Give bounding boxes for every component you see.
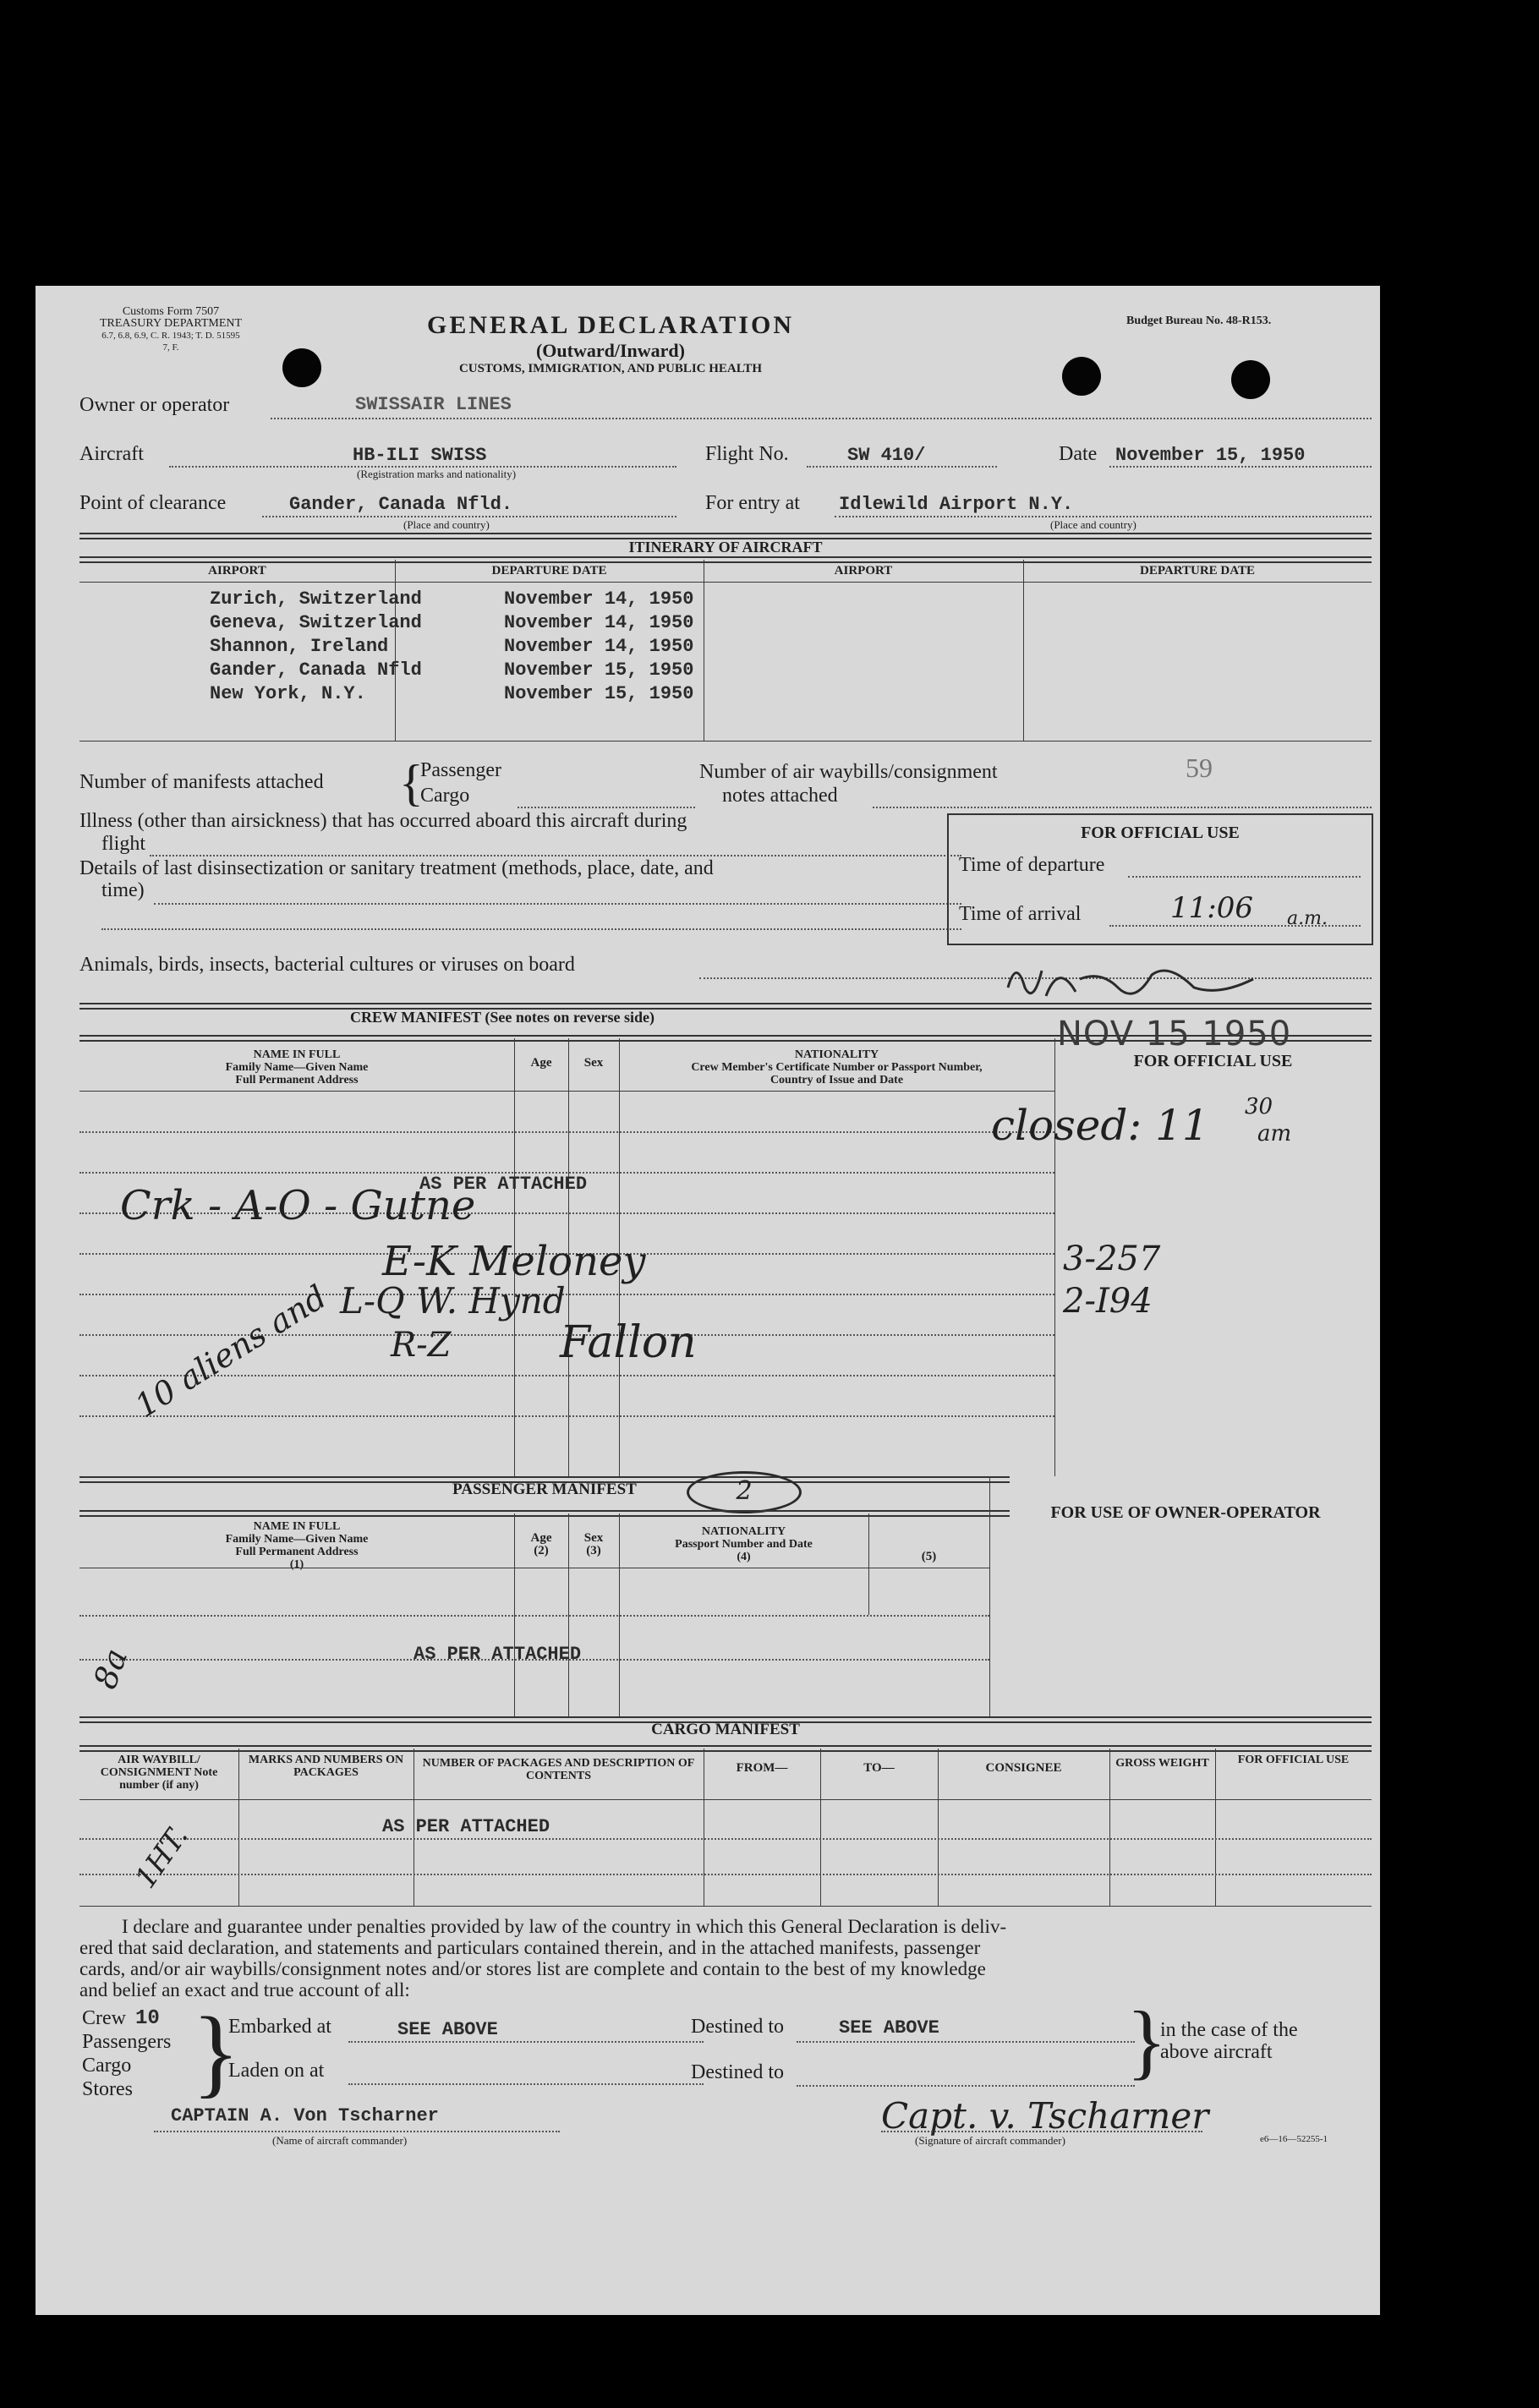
- crew-hand-3: L-Q W. Hynd: [340, 1280, 566, 1322]
- animals-label: Animals, birds, insects, bacterial cultures or viruses on board: [79, 954, 575, 976]
- crew-hand-5: Fallon: [560, 1317, 697, 1368]
- row-airport: Gander, Canada Nfld: [210, 659, 422, 681]
- owner-label: Owner or operator: [79, 394, 230, 416]
- col-departure: DEPARTURE DATE: [491, 564, 607, 577]
- destined-value: SEE ABOVE: [839, 2017, 939, 2039]
- flight-label: Flight No.: [705, 443, 789, 465]
- clearance-note: (Place and country): [403, 518, 490, 531]
- entry-note: (Place and country): [1050, 518, 1136, 531]
- crew-col-age: Age: [530, 1056, 552, 1070]
- col-name-4: (1): [289, 1558, 304, 1571]
- illness-label: Illness (other than airsickness) that has occurred aboard this aircraft during: [79, 810, 687, 832]
- crew-count-label: Crew: [82, 2007, 126, 2029]
- punch-hole: [1062, 357, 1101, 396]
- declaration-line-2: ered that said declaration, and statements and particulars contained therein, and in the attached manifests, passenger: [79, 1937, 981, 1958]
- col-nat-1: NATIONALITY: [794, 1048, 879, 1061]
- col-nat-1: NATIONALITY: [701, 1525, 786, 1538]
- pass-col-name: [79, 1520, 514, 1571]
- row-airport: New York, N.Y.: [210, 683, 366, 704]
- col-age-n: (2): [534, 1544, 549, 1557]
- row-date: November 15, 1950: [504, 659, 694, 681]
- itinerary-row: [79, 636, 1372, 659]
- disinsect-label-2: time): [101, 879, 145, 901]
- aircraft-label: Aircraft: [79, 443, 144, 465]
- cargo-col-marks: MARKS AND NUMBERS ON PACKAGES: [248, 1754, 404, 1779]
- department: TREASURY DEPARTMENT: [99, 317, 243, 330]
- form-number: Customs Form 7507: [122, 305, 220, 318]
- entry-label: For entry at: [705, 492, 800, 514]
- crew-num-2: 2-I94: [1063, 1282, 1153, 1321]
- passenger-count-circled: 2: [687, 1471, 802, 1513]
- entry-value: Idlewild Airport N.Y.: [839, 494, 1074, 515]
- official-title: FOR OFFICIAL USE: [1081, 824, 1240, 842]
- clearance-value: Gander, Canada Nfld.: [289, 494, 513, 515]
- pass-col-nationality: [619, 1525, 868, 1563]
- commander-note: (Name of aircraft commander): [272, 2134, 408, 2147]
- passenger-title: PASSENGER MANIFEST: [452, 1480, 637, 1498]
- crew-col-sex: Sex: [583, 1056, 604, 1070]
- brace-right: }: [1126, 1994, 1167, 2088]
- form-refs: 6.7, 6.8, 6.9, C. R. 1943; T. D. 51595: [101, 331, 240, 341]
- case-line-2: above aircraft: [1160, 2041, 1273, 2063]
- brace: {: [399, 755, 424, 811]
- destined-label: Destined to: [691, 2016, 784, 2038]
- itinerary-row: [79, 659, 1372, 683]
- date-stamp: NOV 15 1950: [1057, 1015, 1292, 1054]
- cargo-title: CARGO MANIFEST: [651, 1721, 800, 1738]
- itinerary-row: [79, 588, 1372, 612]
- declaration-line-4: and belief an exact and true account of all:: [79, 1979, 410, 2000]
- cargo-hand-bottom: 1HT.: [129, 1820, 195, 1895]
- page-subtitle: (Outward/Inward): [535, 340, 685, 361]
- col-departure-2: DEPARTURE DATE: [1139, 564, 1255, 577]
- date-value: November 15, 1950: [1115, 445, 1306, 466]
- col-airport-2: AIRPORT: [834, 564, 893, 577]
- stores-count-label: Stores: [82, 2078, 133, 2100]
- col-name-2: Family Name—Given Name: [225, 1533, 369, 1546]
- signature-note: (Signature of aircraft commander): [915, 2134, 1065, 2147]
- declaration-text: [79, 1916, 1372, 2000]
- row-date: November 14, 1950: [504, 588, 694, 610]
- case-line-1: in the case of the: [1160, 2019, 1298, 2041]
- cargo-col-consignee: CONSIGNEE: [985, 1761, 1062, 1775]
- arrival-time-value: 11:06: [1170, 891, 1253, 925]
- punch-hole: [282, 348, 321, 387]
- aircraft-value: HB-ILI SWISS: [353, 445, 487, 466]
- official-use-box: [947, 813, 1373, 945]
- row-airport: Zurich, Switzerland: [210, 588, 422, 610]
- col-sex-n: (3): [586, 1544, 601, 1557]
- crew-num-1: 3-257: [1063, 1240, 1161, 1278]
- cargo-col-from: FROM—: [736, 1761, 788, 1775]
- itinerary-row: [79, 683, 1372, 707]
- disinsect-label: Details of last disinsectization or sanitary treatment (methods, place, date, and: [79, 857, 714, 879]
- col-name-3: Full Permanent Address: [235, 1074, 359, 1086]
- crew-hand-4: R-Z: [391, 1326, 452, 1365]
- closed-am: am: [1257, 1121, 1292, 1147]
- cargo-col-weight: GROSS WEIGHT: [1115, 1757, 1209, 1770]
- date-label: Date: [1059, 443, 1098, 465]
- agencies: CUSTOMS, IMMIGRATION, AND PUBLIC HEALTH: [458, 362, 763, 375]
- col-name-3: Full Permanent Address: [235, 1546, 359, 1558]
- laden-label: Laden on at: [228, 2060, 325, 2082]
- col-nat-2: Crew Member's Certificate Number or Passport Number,: [691, 1061, 983, 1074]
- itinerary-rows: [79, 588, 1372, 707]
- itinerary-title: ITINERARY OF AIRCRAFT: [628, 539, 823, 555]
- illness-label-2: flight: [101, 833, 145, 855]
- page-title: GENERAL DECLARATION: [426, 311, 794, 339]
- flight-value: SW 410/: [847, 445, 926, 466]
- col-nat-n: (4): [737, 1551, 751, 1563]
- col-nat-2: Passport Number and Date: [675, 1538, 813, 1551]
- owner-value: SWISSAIR LINES: [355, 394, 512, 415]
- punch-hole: [1231, 360, 1270, 399]
- cargo-col-packages: NUMBER OF PACKAGES AND DESCRIPTION OF CONTENTS: [422, 1757, 695, 1782]
- waybills-label-2: notes attached: [722, 785, 838, 807]
- itinerary-row: [79, 612, 1372, 636]
- cargo-hand-top: 8a: [86, 1643, 135, 1694]
- form-code: e6—16—52255-1: [1260, 2134, 1328, 2144]
- passenger-label: Passenger: [420, 759, 501, 781]
- crew-col-nationality: [619, 1048, 1054, 1086]
- row-airport: Shannon, Ireland: [210, 636, 389, 657]
- passengers-count-label: Passengers: [82, 2031, 172, 2053]
- row-airport: Geneva, Switzerland: [210, 612, 422, 633]
- embarked-label: Embarked at: [228, 2016, 331, 2038]
- crew-hand-side: 10 aliens and: [129, 1278, 333, 1426]
- crew-count-value: 10: [135, 2007, 160, 2030]
- crew-hand-1: Crk - A-O - Gutne: [120, 1182, 476, 1229]
- cargo-col-to: TO—: [863, 1761, 895, 1775]
- waybills-label-1: Number of air waybills/consignment: [699, 761, 998, 783]
- passenger-per-attached: AS PER ATTACHED: [414, 1644, 582, 1665]
- row-date: November 14, 1950: [504, 636, 694, 657]
- cargo-col-waybill: AIR WAYBILL/ CONSIGNMENT Note number (if any): [100, 1754, 218, 1792]
- row-date: November 14, 1950: [504, 612, 694, 633]
- crew-col-name: [79, 1048, 514, 1086]
- aircraft-note: (Registration marks and nationality): [357, 468, 517, 480]
- crew-title: CREW MANIFEST (See notes on reverse side): [350, 1009, 654, 1026]
- cargo-count-label: Cargo: [82, 2055, 132, 2077]
- destined2-label: Destined to: [691, 2061, 784, 2083]
- form-id-block: [86, 306, 255, 353]
- waybills-value: 59: [1186, 752, 1213, 783]
- pass-col-age: [514, 1532, 568, 1557]
- clearance-label: Point of clearance: [79, 492, 227, 514]
- cargo-per-attached: AS PER ATTACHED: [382, 1816, 550, 1837]
- closed-minutes: 30: [1245, 1094, 1273, 1119]
- budget-number: Budget Bureau No. 48-R153.: [1126, 315, 1272, 327]
- crew-per-attached: AS PER ATTACHED: [419, 1174, 588, 1195]
- commander-name: CAPTAIN A. Von Tscharner: [171, 2105, 439, 2126]
- crew-hand-2: E-K Meloney: [382, 1238, 646, 1285]
- col-nat-3: Country of Issue and Date: [770, 1074, 904, 1086]
- cargo-label: Cargo: [420, 785, 470, 807]
- cargo-col-official: FOR OFFICIAL USE: [1237, 1754, 1350, 1766]
- owner-operator-use: FOR USE OF OWNER-OPERATOR: [1050, 1503, 1321, 1522]
- declaration-form: [36, 286, 1380, 2315]
- col-name-1: NAME IN FULL: [253, 1520, 341, 1533]
- row-date: November 15, 1950: [504, 683, 694, 704]
- title-block: [408, 311, 813, 376]
- col-age: Age: [530, 1531, 552, 1545]
- commander-signature: Capt. v. Tscharner: [881, 2095, 1209, 2137]
- manifests-label: Number of manifests attached: [79, 771, 324, 793]
- declaration-line-3: cards, and/or air waybills/consignment notes and/or stores list are complete and contain to the best of my knowledge: [79, 1958, 986, 1979]
- pass-col-5: (5): [921, 1550, 937, 1563]
- pass-col-sex: [568, 1532, 619, 1557]
- crew-official-use: FOR OFFICIAL USE: [1133, 1052, 1293, 1070]
- arrival-time-label: Time of arrival: [959, 903, 1082, 925]
- col-sex: Sex: [583, 1531, 604, 1545]
- col-airport: AIRPORT: [208, 564, 266, 577]
- form-refs-2: 7, F.: [162, 342, 179, 353]
- col-name-2: Family Name—Given Name: [225, 1061, 369, 1074]
- brace-left: }: [192, 1996, 240, 2107]
- arrival-time-suffix: a.m.: [1287, 908, 1328, 929]
- embarked-value: SEE ABOVE: [397, 2019, 498, 2040]
- col-name-1: NAME IN FULL: [253, 1048, 341, 1061]
- departure-time-label: Time of departure: [959, 854, 1105, 876]
- closed-note: closed: 11: [991, 1101, 1209, 1150]
- declaration-line-1: I declare and guarantee under penalties provided by law of the country in which this General Declaration is deliv-: [122, 1916, 1007, 1937]
